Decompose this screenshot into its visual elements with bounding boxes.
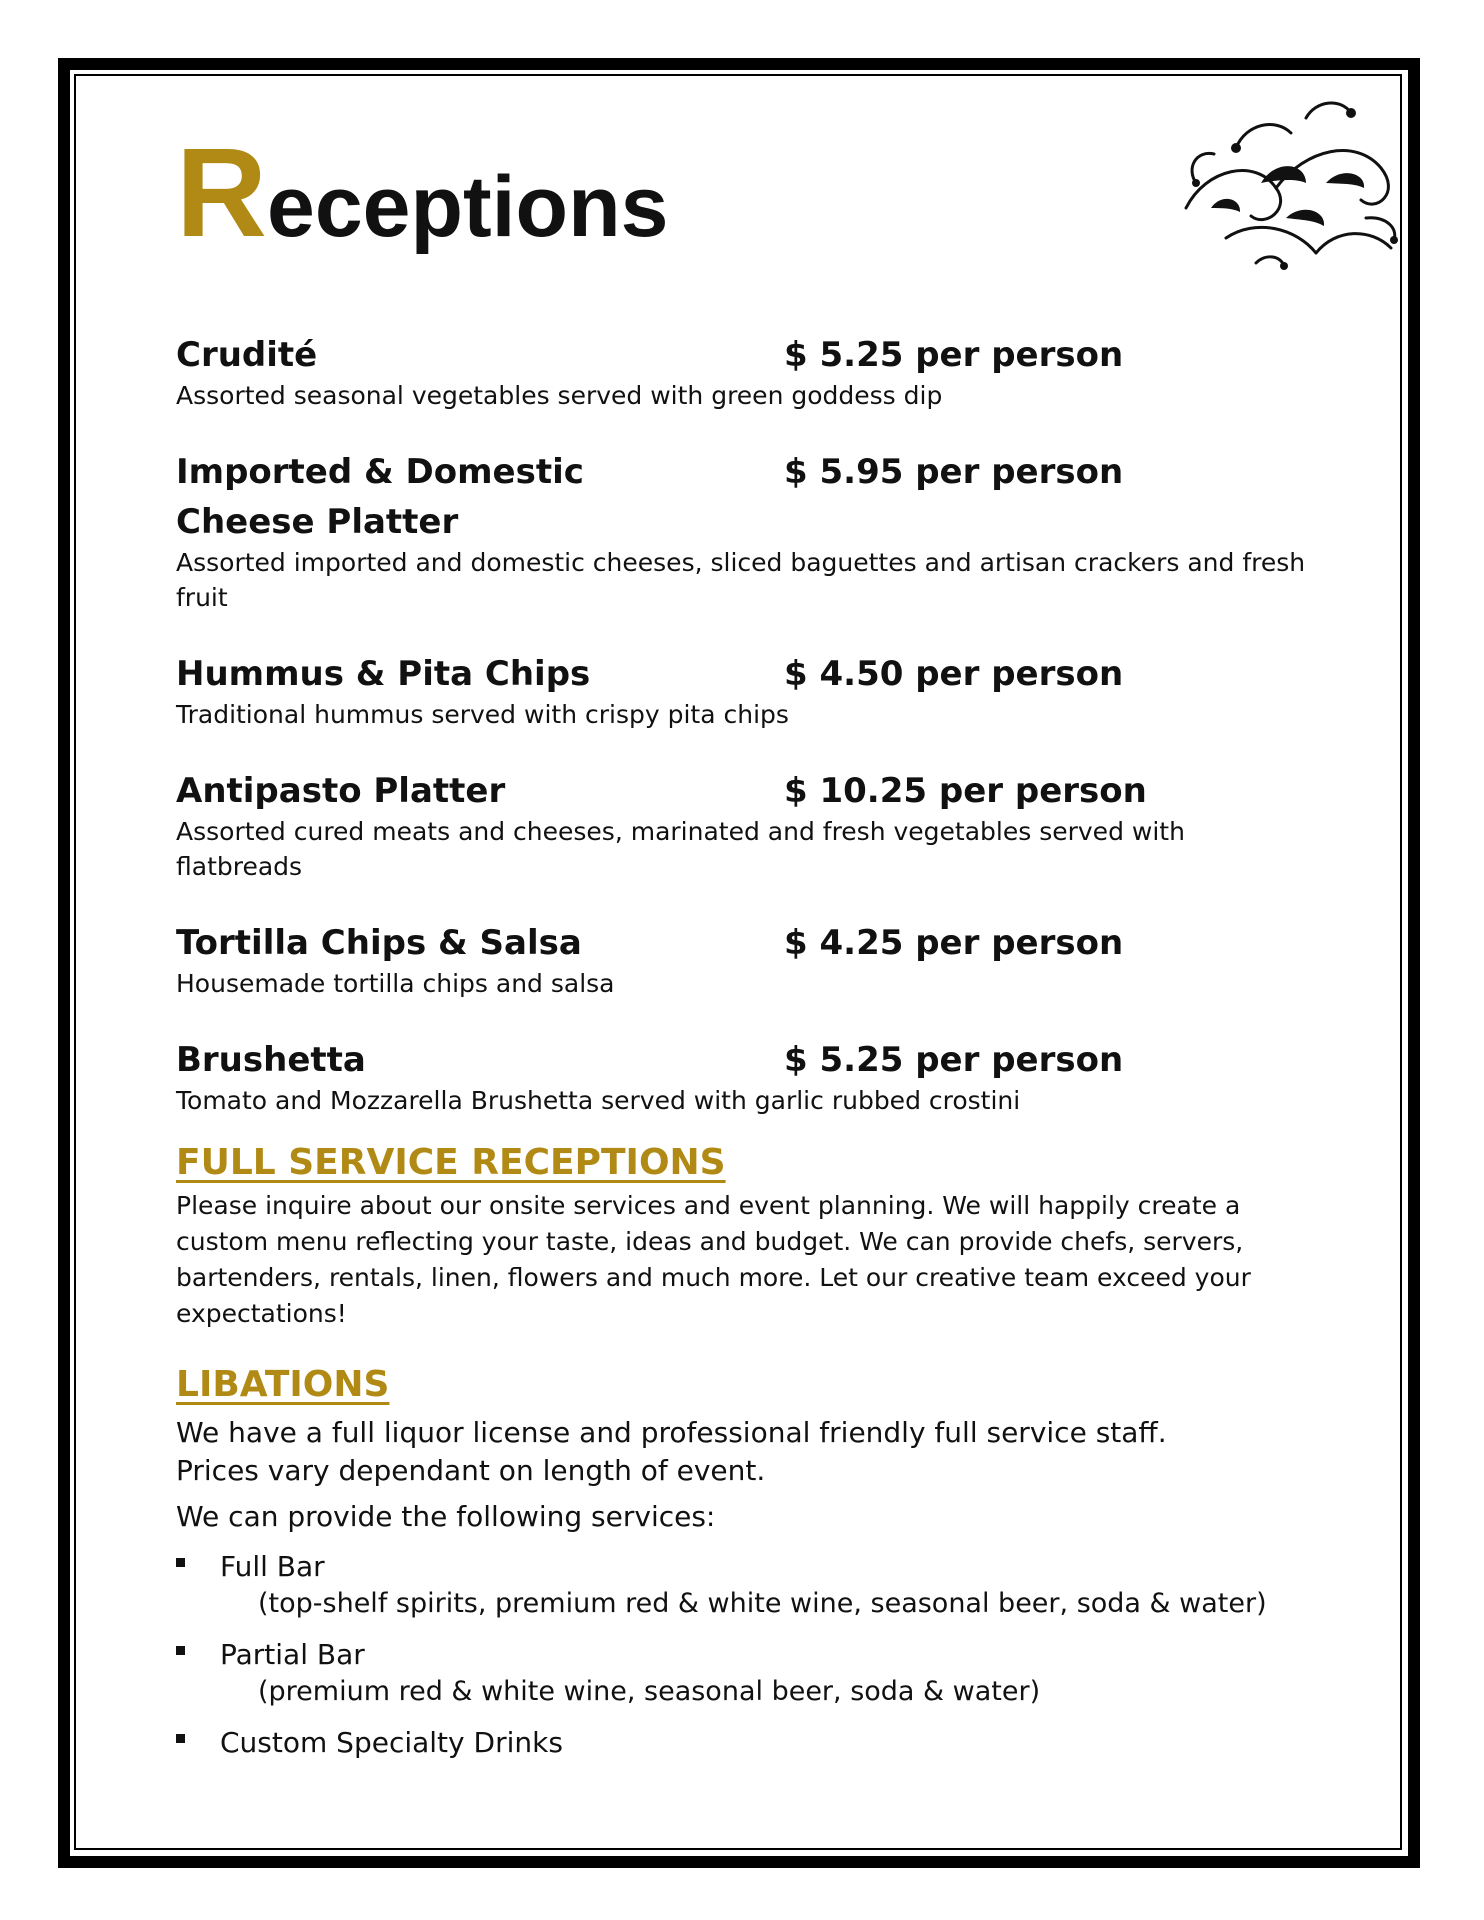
menu-item-price: $ 4.50 per person [784, 654, 1124, 694]
menu-item-name: Brushetta [176, 1040, 366, 1080]
title-rest: eceptions [267, 159, 669, 255]
menu-item-price: $ 10.25 per person [784, 771, 1147, 811]
service-label: Full Bar [220, 1550, 325, 1583]
full-service-text: Please inquire about our onsite services and event planning. We will happily create a custom menu reflecting your taste, ideas and budget. We can provide chefs, servers, bartenders, rentals, linen, flowers and much more. Let our creative team exceed your expectations! [176, 1191, 1251, 1328]
menu-item-description: Assorted cured meats and cheeses, marinated and fresh vegetables served with flatbreads [176, 817, 1185, 881]
menu-item-name: Antipasto Platter [176, 771, 506, 811]
floral-ornament-icon [1166, 88, 1416, 278]
services-list [176, 1548, 1326, 1762]
menu-item-antipasto [176, 766, 1326, 884]
service-label: Custom Specialty Drinks [220, 1726, 563, 1759]
title-first-letter: R [176, 122, 267, 263]
menu-item-name: Crudité [176, 335, 318, 375]
page-title [176, 122, 669, 263]
menu-item-crudite [176, 330, 1326, 413]
menu-item-price: $ 4.25 per person [784, 923, 1124, 963]
menu-item-name: Imported & Domestic Cheese Platter [176, 452, 584, 542]
menu-item-cheese-platter [176, 447, 1326, 615]
libations-text: We have a full liquor license and professional friendly full service staff. Prices vary dependant on length of event. [176, 1416, 1167, 1487]
service-label: Partial Bar [220, 1638, 365, 1671]
libations-heading: LIBATIONS [176, 1364, 390, 1405]
list-item [176, 1724, 1326, 1762]
menu-item-price: $ 5.25 per person [784, 335, 1124, 375]
menu-item-brushetta [176, 1035, 1326, 1118]
bullet-icon [176, 1558, 185, 1567]
libations-intro: We can provide the following services: [176, 1500, 716, 1533]
menu-item-name: Tortilla Chips & Salsa [176, 923, 582, 963]
menu-item-hummus [176, 649, 1326, 732]
service-detail: (premium red & white wine, seasonal beer, soda & water) [258, 1676, 1041, 1707]
list-item [176, 1636, 1326, 1710]
menu-item-name: Hummus & Pita Chips [176, 654, 591, 694]
bullet-icon [176, 1734, 185, 1743]
service-detail: (top-shelf spirits, premium red & white wine, seasonal beer, soda & water) [258, 1588, 1267, 1619]
bullet-icon [176, 1646, 185, 1655]
menu-item-description: Assorted seasonal vegetables served with green goddess dip [176, 381, 943, 410]
menu-item-description: Assorted imported and domestic cheeses, sliced baguettes and artisan crackers and fresh fruit [176, 548, 1306, 612]
menu-item-description: Housemade tortilla chips and salsa [176, 969, 615, 998]
menu-item-description: Tomato and Mozzarella Brushetta served with garlic rubbed crostini [176, 1086, 1021, 1115]
menu-item-tortilla-chips [176, 918, 1326, 1001]
full-service-heading: FULL SERVICE RECEPTIONS [176, 1142, 726, 1183]
menu-item-price: $ 5.25 per person [784, 1040, 1124, 1080]
menu-item-description: Traditional hummus served with crispy pita chips [176, 700, 789, 729]
menu-content [176, 330, 1326, 1776]
list-item [176, 1548, 1326, 1622]
menu-item-price: $ 5.95 per person [784, 452, 1124, 492]
